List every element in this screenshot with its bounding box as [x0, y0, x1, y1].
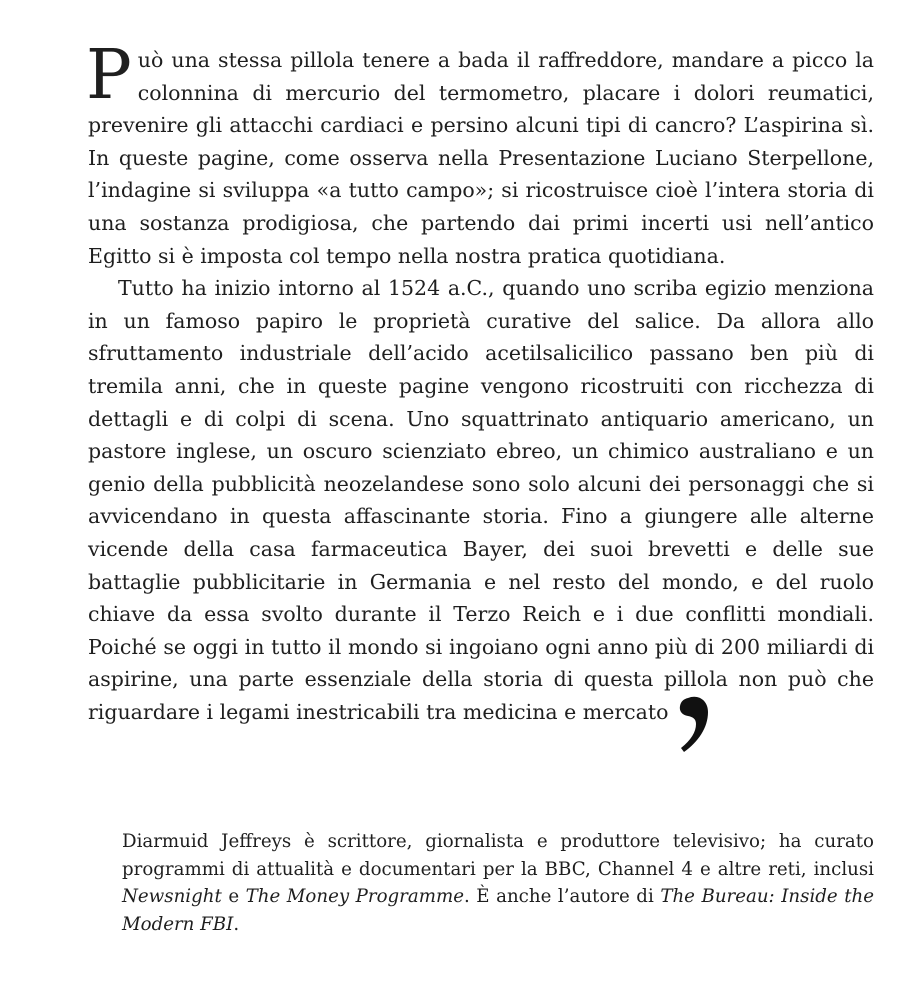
author-bio-paragraph: [122, 828, 874, 938]
bio-text-2: . È anche l’autore di: [463, 886, 661, 907]
author-bio: [122, 828, 874, 938]
description-paragraph-1: [86, 36, 874, 272]
paragraph-1-text: uò una stessa pillola tenere a bada il raffreddore, mandare a picco la colonnina di mercurio del termometro, placare i dolori reumatici, prevenire gli attacchi cardiaci e persino alcuni tipi di cancro? L’aspirina sì. In queste pagine, come osserva nella Presentazione Luciano Sterpellone, l’indagine si sviluppa «a tutto campo»; si ricostruisce cioè l’intera storia di una sostanza prodigiosa, che partendo dai primi incerti usi nell’antico Egitto si è imposta col tempo nella nostra pratica quotidiana.: [88, 48, 874, 268]
bio-text-1: Diarmuid Jeffreys è scrittore, giornalista e produttore televisivo; ha curato programmi di attualità e documentari per la BBC, Channel 4 e altre reti, inclusi: [122, 831, 874, 880]
bio-conj: e: [221, 886, 246, 907]
drop-cap: P: [86, 36, 132, 115]
bio-end: .: [233, 913, 240, 935]
closing-quote-icon: [674, 692, 718, 754]
description-paragraph-2: [88, 272, 874, 758]
description-text: [86, 36, 874, 758]
paragraph-2-text: Tutto ha inizio intorno al 1524 a.C., quando uno scriba egizio menziona in un famoso papiro le proprietà curative del salice. Da allora allo sfruttamento industriale dell’acido acetilsalicilico passano ben più di tremila anni, che in queste pagine vengono ricostruiti con ricchezza di dettagli e di colpi di scena. Uno squattrinato antiquario americano, un pastore inglese, un oscuro scienziato ebreo, un chimico australiano e un genio della pubblicità neozelandese sono solo alcuni dei personaggi che si avvicendano in questa affascinante storia. Fino a giungere alle alterne vicende della casa farmaceutica Bayer, dei suoi brevetti e delle sue battaglie pubblicitarie in Germania e nel resto del mondo, e del ruolo chiave da essa svolto durante il Terzo Reich e i due conflitti mondiali. Poiché se oggi in tutto il mondo si ingoiano ogni anno più di 200 miliardi di aspirine, una parte essenziale della storia di questa pillola non può che riguardare i legami inestricabili tra medicina e mercato: [88, 276, 874, 724]
bio-show-2: The Money Programme: [245, 886, 464, 907]
bio-book-title: The Bureau: Inside the Modern FBI: [122, 886, 875, 935]
bio-show-1: Newsnight: [122, 886, 222, 907]
